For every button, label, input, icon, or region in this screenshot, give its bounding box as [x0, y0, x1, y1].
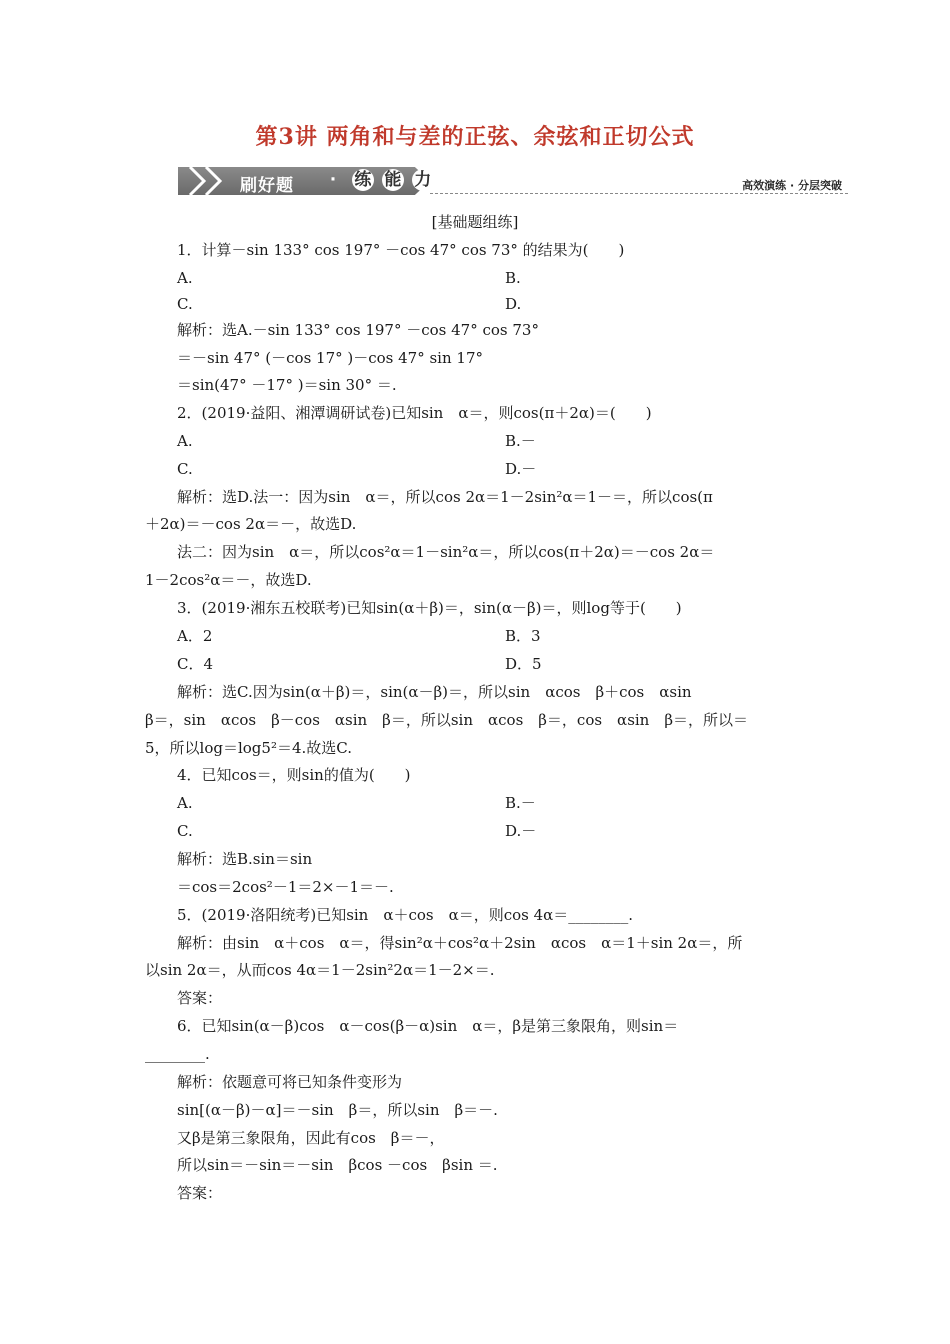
text-line: 5．(2019·洛阳统考)已知sin α＋cos α＝，则cos 4α＝________. — [177, 906, 634, 924]
text-line: 答案： — [177, 1184, 223, 1202]
option-right: B.－ — [505, 432, 536, 450]
text-line: 解析：选A.－sin 133° cos 197° －cos 47° cos 73° — [177, 321, 539, 339]
banner-char: 能 — [382, 169, 404, 191]
text-line: 1－2cos²α＝－，故选D. — [145, 571, 312, 589]
option-right: B.－ — [505, 794, 536, 812]
text-line: 1．计算－sin 133° cos 197° －cos 47° cos 73° 的结果为( ) — [177, 241, 625, 259]
text-line: ＝－sin 47° (－cos 17° )－cos 47° sin 17° — [177, 349, 483, 367]
option-right: B. — [505, 269, 521, 287]
option-right: D.－ — [505, 822, 537, 840]
text-line: β＝，sin αcos β－cos αsin β＝，所以sin αcos β＝，cos αsin β＝，所以＝ — [145, 711, 749, 729]
text-line: 6．已知sin(α－β)cos α－cos(β－α)sin α＝，β是第三象限角，则sin＝ — [177, 1017, 679, 1035]
page-title: 第3讲 两角和与差的正弦、余弦和正切公式 — [255, 124, 695, 150]
text-line: sin[(α－β)－α]＝－sin β＝，所以sin β＝－. — [177, 1101, 498, 1119]
text-line: A. — [177, 269, 193, 287]
text-line: C. — [177, 822, 193, 840]
text-line: 又β是第三象限角，因此有cos β＝－， — [177, 1129, 445, 1147]
banner-right-label: · 练 能 力 — [326, 169, 436, 191]
text-line: ＝sin(47° －17° )＝sin 30° ＝. — [177, 376, 397, 394]
option-right: D．5 — [505, 655, 542, 673]
section-banner — [178, 163, 848, 197]
text-line: 法二：因为sin α＝，所以cos²α＝1－sin²α＝，所以cos(π＋2α)＝－cos 2α＝ — [177, 543, 715, 561]
text-line: A．2 — [177, 627, 213, 645]
banner-left-label: 刷好题 — [240, 176, 294, 196]
text-line: 解析：选B.sin＝sin — [177, 850, 313, 868]
text-line: 解析：由sin α＋cos α＝，得sin²α＋cos²α＋2sin αcos α＝1＋sin 2α＝，所 — [177, 934, 743, 952]
text-line: 2．(2019·益阳、湘潭调研试卷)已知sin α＝，则cos(π＋2α)＝( ) — [177, 404, 652, 422]
text-line: 解析：依题意可将已知条件变形为 — [177, 1073, 403, 1091]
text-line: ＝cos＝2cos²－1＝2×－1＝－. — [177, 878, 394, 896]
text-line: C. — [177, 460, 193, 478]
text-line: ________. — [145, 1045, 210, 1063]
text-line: 5，所以log＝log5²＝4.故选C. — [145, 739, 352, 757]
text-line: 解析：选C.因为sin(α＋β)＝，sin(α－β)＝，所以sin αcos β＋cos αsin — [177, 683, 692, 701]
option-right: D. — [505, 295, 522, 313]
text-line: C．4 — [177, 655, 214, 673]
banner-char: 力 — [412, 169, 434, 191]
text-line: 解析：选D.法一：因为sin α＝，所以cos 2α＝1－2sin²α＝1－＝，所以cos(π — [177, 488, 713, 506]
text-line: 以sin 2α＝，从而cos 4α＝1－2sin²2α＝1－2×＝. — [145, 961, 495, 979]
banner-subtitle: 高效演练 · 分层突破 — [742, 179, 842, 192]
text-line: ＋2α)＝－cos 2α＝－，故选D. — [145, 515, 357, 533]
option-right: B．3 — [505, 627, 541, 645]
section-heading: [基础题组练] — [431, 213, 519, 231]
text-line: A. — [177, 794, 193, 812]
text-line: A. — [177, 432, 193, 450]
text-line: 4．已知cos＝，则sin的值为( ) — [177, 766, 411, 784]
banner-divider — [430, 193, 848, 194]
chevron-right-icon — [202, 165, 224, 197]
banner-char: 练 — [352, 169, 374, 191]
text-line: 答案： — [177, 989, 223, 1007]
text-line: C. — [177, 295, 193, 313]
text-line: 3．(2019·湘东五校联考)已知sin(α＋β)＝，sin(α－β)＝，则log等于( ) — [177, 599, 682, 617]
option-right: D.－ — [505, 460, 537, 478]
text-line: 所以sin＝－sin＝－sin βcos －cos βsin ＝. — [177, 1156, 498, 1174]
